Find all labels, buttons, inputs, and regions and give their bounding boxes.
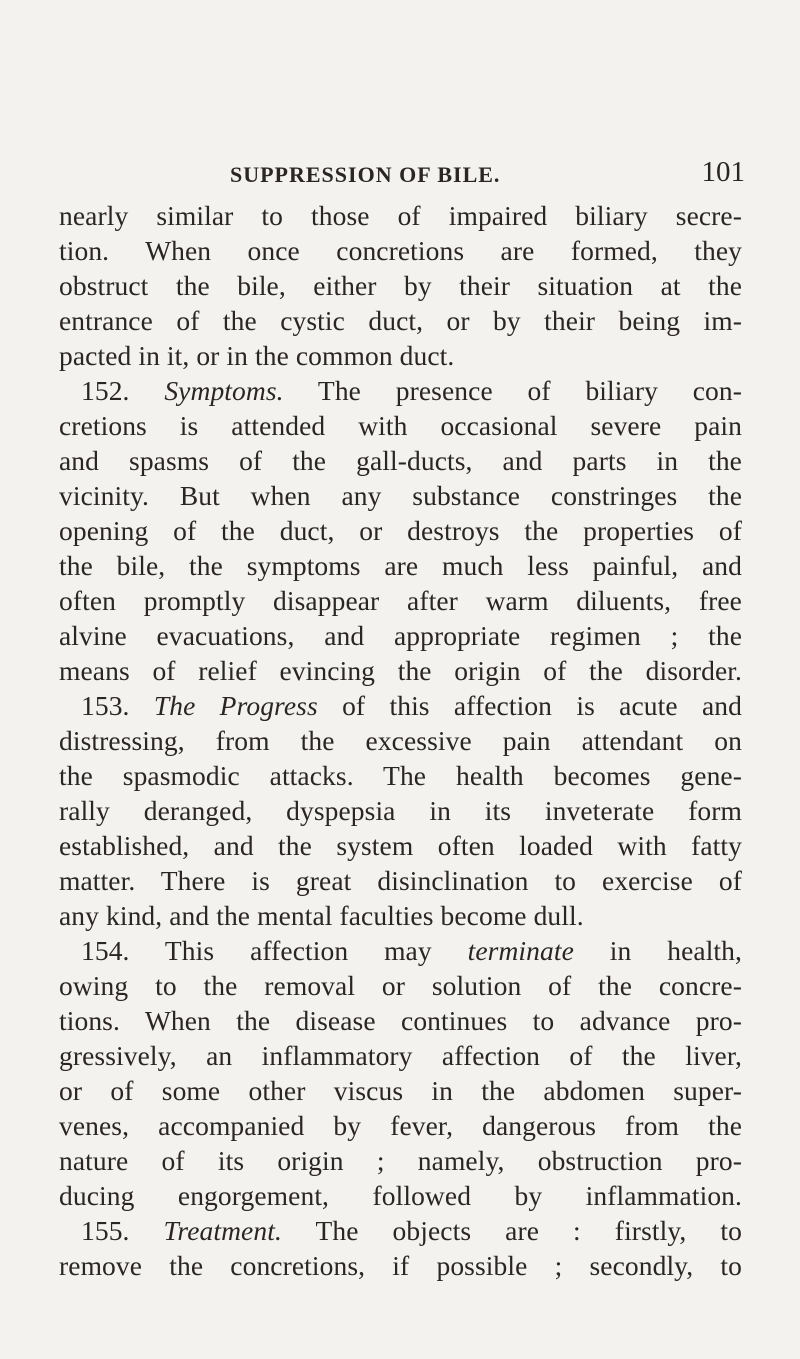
text-line [59,968,742,1003]
text-run: entrance of the cystic duct, or by their being im- [59,305,742,336]
text-line [59,1248,742,1283]
text-line [59,1108,742,1143]
text-line [59,338,742,373]
text-run: 152. [81,375,165,406]
text-line [59,653,742,688]
text-run: the bile, the symptoms are much less painful, and [59,550,742,581]
section-heading-symptoms: Symptoms. [164,375,284,406]
section-heading-progress: The Progress [153,690,318,721]
text-line [59,1143,742,1178]
text-run: of this affection is acute and [317,690,742,721]
text-line [59,198,742,233]
text-run: nature of its origin ; namely, obstruction pro- [59,1145,742,1176]
text-line [59,688,742,723]
text-run: means of relief evincing the origin of the disorder. [59,655,742,686]
text-line [59,758,742,793]
text-run: often promptly disappear after warm diluents, free [59,585,742,616]
text-run: and spasms of the gall-ducts, and parts in the [59,445,742,476]
text-run: remove the concretions, if possible ; secondly, to [59,1250,742,1281]
text-run: ducing engorgement, followed by inflammation. [59,1180,742,1211]
text-run: rally deranged, dyspepsia in its inveterate form [59,795,742,826]
text-line [59,1073,742,1108]
text-run: the spasmodic attacks. The health becomes gene- [59,760,742,791]
text-line [59,618,742,653]
text-run: owing to the removal or solution of the concre- [59,970,742,1001]
text-line [59,1003,742,1038]
text-line [59,828,742,863]
text-line [59,723,742,758]
text-run: tion. When once concretions are formed, they [59,235,742,266]
text-line [59,1178,742,1213]
text-run: 154. This affection may [81,935,468,966]
text-run: pacted in it, or in the common duct. [59,340,455,371]
text-run: vicinity. But when any substance constringes the [59,480,742,511]
text-line [59,933,742,968]
text-line [59,408,742,443]
text-run: 153. [81,690,154,721]
text-line [59,233,742,268]
text-line [59,373,742,408]
body-text [59,198,742,1283]
text-run: The objects are : firstly, to [281,1215,742,1246]
text-run: gressively, an inflammatory affection of the liver, [59,1040,742,1071]
text-line [59,513,742,548]
text-run: The presence of biliary con- [283,375,742,406]
text-run: opening of the duct, or destroys the properties of [59,515,742,546]
text-line [59,898,742,933]
section-heading-treatment: Treatment. [163,1215,282,1246]
text-run: in health, [573,935,743,966]
text-run: venes, accompanied by fever, dangerous from the [59,1110,742,1141]
text-run: cretions is attended with occasional severe pain [59,410,742,441]
text-line [59,583,742,618]
text-line [59,1038,742,1073]
text-line [59,863,742,898]
page-number: 101 [701,156,745,188]
text-run: established, and the system often loaded with fatty [59,830,742,861]
text-line [59,303,742,338]
text-run: obstruct the bile, either by their situation at the [59,270,742,301]
text-run: any kind, and the mental faculties become dull. [59,900,584,931]
text-line [59,443,742,478]
text-run: nearly similar to those of impaired biliary secre- [59,200,742,231]
section-heading-terminate: terminate [467,935,574,966]
text-run: matter. There is great disinclination to exercise of [59,865,742,896]
text-run: distressing, from the excessive pain attendant on [59,725,742,756]
text-line [59,1213,742,1248]
running-head: SUPPRESSION OF BILE. [230,162,501,187]
text-line [59,478,742,513]
text-line [59,793,742,828]
text-run: 155. [81,1215,164,1246]
text-run: alvine evacuations, and appropriate regimen ; the [59,620,742,651]
text-run: tions. When the disease continues to advance pro- [59,1005,742,1036]
text-line [59,268,742,303]
text-line [59,548,742,583]
text-run: or of some other viscus in the abdomen super- [59,1075,742,1106]
